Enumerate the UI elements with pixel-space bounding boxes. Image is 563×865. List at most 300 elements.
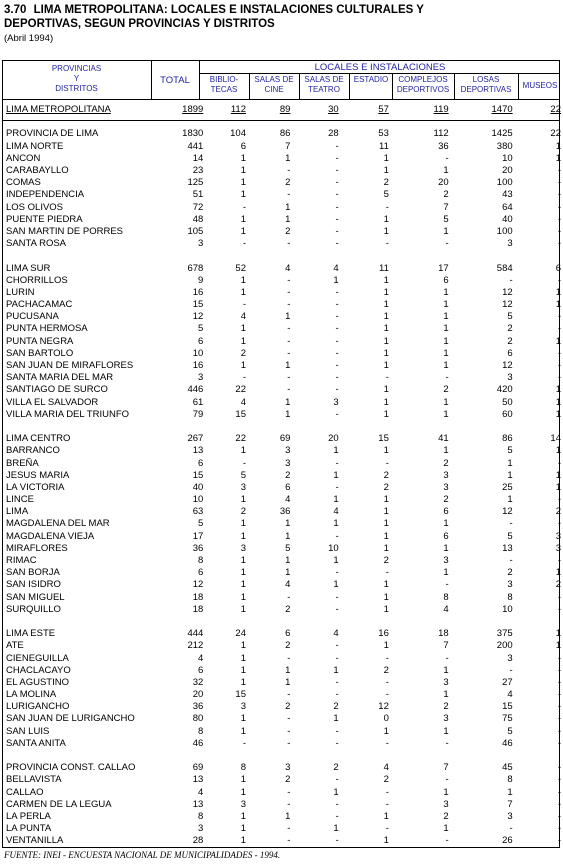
- cell-value: -: [287, 286, 291, 298]
- cell-value: 13: [192, 774, 204, 786]
- cell-value: -: [385, 372, 389, 384]
- cell-value: 1: [383, 494, 389, 506]
- cell-value: 1: [240, 774, 246, 786]
- cell-value: 1: [240, 165, 246, 177]
- cell-value: -: [385, 737, 389, 749]
- cell-value: 3: [285, 457, 291, 469]
- cell-value: 36: [279, 506, 291, 518]
- cell-value: 9: [198, 274, 204, 286]
- cell-value: -: [445, 238, 449, 250]
- cell-value: 20: [502, 165, 513, 177]
- cell-value: [521, 421, 563, 433]
- cell-value: 3: [240, 542, 246, 554]
- cell-value: 36: [192, 701, 204, 713]
- cell-value: [457, 421, 521, 433]
- cell-value: 125: [187, 177, 204, 189]
- cell-value: 1: [555, 628, 561, 640]
- cell-value: 1: [333, 494, 339, 506]
- row-label: SAN BARTOLO: [6, 347, 74, 359]
- cell-value: -: [557, 713, 561, 725]
- table-row: [3, 299, 563, 311]
- cell-value: -: [335, 567, 339, 579]
- cell-value: 4: [333, 262, 339, 274]
- cell-value: 46: [192, 737, 204, 749]
- cell-value: [298, 250, 346, 262]
- cell-value: -: [557, 555, 561, 567]
- cell-value: 3: [507, 579, 513, 591]
- cell-value: 1: [333, 518, 339, 530]
- cell-value: 32: [192, 676, 204, 688]
- cell-value: 8: [198, 725, 204, 737]
- table-row: [3, 262, 563, 274]
- cell-value: 1: [285, 518, 291, 530]
- cell-value: -: [335, 591, 339, 603]
- cell-value: -: [445, 152, 449, 164]
- cell-value: 1: [383, 396, 389, 408]
- cell-value: -: [335, 457, 339, 469]
- cell-value: 100: [496, 225, 513, 237]
- cell-value: 1: [383, 810, 389, 822]
- spacer-row: [3, 616, 563, 628]
- cell-value: -: [335, 189, 339, 201]
- table-row: [3, 177, 563, 189]
- cell-value: -: [557, 274, 561, 286]
- cell-value: -: [557, 494, 561, 506]
- cell-value: 1: [383, 591, 389, 603]
- cell-value: 1: [383, 225, 389, 237]
- cell-value: 1: [285, 201, 291, 213]
- table-row: [3, 640, 563, 652]
- row-label: PACHACAMAC: [6, 299, 73, 311]
- cell-value: 86: [279, 128, 291, 140]
- hdr-line: BIBLIO-: [209, 75, 239, 84]
- cell-value: [395, 250, 457, 262]
- cell-value: -: [287, 786, 291, 798]
- table-row: [3, 482, 563, 494]
- cell-value: -: [335, 408, 339, 420]
- cell-value: -: [335, 347, 339, 359]
- cell-value: 1: [240, 555, 246, 567]
- cell-value: -: [557, 213, 561, 225]
- row-label: SAN LUIS: [6, 725, 50, 737]
- cell-value: [150, 421, 207, 433]
- cell-value: 2: [285, 603, 291, 615]
- cell-value: 14: [550, 433, 561, 445]
- cell-value: 1: [383, 323, 389, 335]
- cell-value: -: [287, 189, 291, 201]
- cell-value: 1: [555, 140, 561, 152]
- cell-value: 375: [496, 628, 513, 640]
- cell-value: -: [557, 360, 561, 372]
- table-row: [3, 713, 563, 725]
- cell-value: 2: [443, 810, 449, 822]
- table-row: [3, 348, 563, 360]
- table-row: [3, 506, 563, 518]
- cell-value: [150, 750, 207, 762]
- cell-value: [207, 750, 252, 762]
- cell-value: 69: [279, 433, 291, 445]
- cell-value: 10: [192, 494, 204, 506]
- cell-value: -: [385, 786, 389, 798]
- cell-value: 1: [383, 213, 389, 225]
- cell-value: -: [445, 774, 449, 786]
- row-label: [3, 250, 150, 262]
- row-label: MIRAFLORES: [6, 542, 68, 554]
- table-number: 3.70: [4, 4, 27, 16]
- table-row: [3, 592, 563, 604]
- cell-value: -: [335, 725, 339, 737]
- cell-value: 1: [333, 555, 339, 567]
- cell-value: -: [557, 664, 561, 676]
- hdr-line: DEPORTIVAS: [460, 85, 512, 94]
- cell-value: -: [335, 384, 339, 396]
- cell-value: 15: [235, 689, 246, 701]
- cell-value: 1: [555, 396, 561, 408]
- row-label: MAGDALENA VIEJA: [6, 530, 95, 542]
- cell-value: 1: [555, 445, 561, 457]
- cell-value: 444: [187, 628, 204, 640]
- cell-value: 3: [240, 701, 246, 713]
- row-label: LIMA ESTE: [6, 628, 56, 640]
- row-label: ATE: [6, 640, 24, 652]
- cell-value: -: [557, 823, 561, 835]
- table-row: [3, 275, 563, 287]
- hdr-line: COMPLEJOS: [398, 75, 448, 84]
- cell-value: 441: [187, 140, 204, 152]
- cell-value: 1: [555, 408, 561, 420]
- cell-value: 10: [328, 542, 339, 554]
- cell-value: 3: [443, 713, 449, 725]
- cell-value: -: [557, 798, 561, 810]
- cell-value: 15: [235, 408, 246, 420]
- table-row: [3, 738, 563, 750]
- row-label: PUCUSANA: [6, 311, 59, 323]
- cell-value: -: [385, 201, 389, 213]
- cell-value: 584: [496, 262, 513, 274]
- cell-value: 2: [333, 701, 339, 713]
- cell-value: 2: [383, 177, 389, 189]
- cell-value: 1: [240, 445, 246, 457]
- cell-value: 6: [285, 628, 291, 640]
- cell-value: 105: [187, 225, 204, 237]
- cell-value: 16: [192, 360, 204, 372]
- table-row: [3, 202, 563, 214]
- cell-value: 2: [285, 177, 291, 189]
- cell-value: 2: [555, 579, 561, 591]
- cell-value: [298, 116, 346, 128]
- cell-value: 41: [438, 433, 449, 445]
- cell-value: 4: [443, 603, 449, 615]
- cell-value: 1: [240, 603, 246, 615]
- cell-value: 1: [333, 445, 339, 457]
- cell-value: [457, 116, 521, 128]
- table-row: [3, 360, 563, 372]
- cell-value: 5: [507, 311, 513, 323]
- cell-value: 1: [240, 152, 246, 164]
- cell-value: -: [557, 725, 561, 737]
- cell-value: 1: [285, 567, 291, 579]
- cell-value: -: [335, 299, 339, 311]
- cell-value: [395, 616, 457, 628]
- table-row: [3, 726, 563, 738]
- cell-value: [207, 250, 252, 262]
- cell-value: 2: [285, 469, 291, 481]
- source-note: FUENTE: INEI - ENCUESTA NACIONAL DE MUNICIPALIDADES - 1994.: [4, 850, 281, 860]
- header-col-bibliotecas: [200, 75, 248, 95]
- table-row: [3, 543, 563, 555]
- cell-value: 2: [507, 323, 513, 335]
- table-row: [3, 165, 563, 177]
- cell-value: -: [509, 518, 513, 530]
- cell-value: -: [287, 725, 291, 737]
- header-col-losas: [455, 75, 517, 95]
- cell-value: 15: [192, 469, 204, 481]
- cell-value: 1: [443, 542, 449, 554]
- row-label: LINCE: [6, 494, 34, 506]
- cell-value: 15: [378, 433, 389, 445]
- cell-value: -: [445, 579, 449, 591]
- cell-value: 48: [192, 213, 204, 225]
- row-label: EL AGUSTINO: [6, 676, 69, 688]
- hdr-line: TEATRO: [308, 85, 340, 94]
- row-label: SANTA ANITA: [6, 737, 66, 749]
- table-row: [3, 774, 563, 786]
- cell-value: 3: [240, 798, 246, 810]
- table-row: [3, 226, 563, 238]
- cell-value: [150, 616, 207, 628]
- header-col-complejos: [393, 75, 453, 95]
- cell-value: 2: [443, 457, 449, 469]
- cell-value: -: [242, 238, 246, 250]
- cell-value: 1: [333, 664, 339, 676]
- row-label: [3, 116, 150, 128]
- row-label: LOS OLIVOS: [6, 201, 64, 213]
- cell-value: 1: [383, 506, 389, 518]
- cell-value: -: [335, 603, 339, 615]
- cell-value: -: [557, 372, 561, 384]
- cell-value: 1: [240, 810, 246, 822]
- data-table: [3, 104, 563, 847]
- row-label: [3, 616, 150, 628]
- table-row: [3, 567, 563, 579]
- cell-value: [252, 750, 298, 762]
- cell-value: [298, 616, 346, 628]
- row-label: VILLA EL SALVADOR: [6, 396, 99, 408]
- cell-value: 20: [438, 177, 449, 189]
- cell-value: 3: [240, 481, 246, 493]
- cell-value: -: [445, 652, 449, 664]
- cell-value: -: [557, 225, 561, 237]
- cell-value: -: [557, 457, 561, 469]
- cell-value: 1: [443, 311, 449, 323]
- cell-value: 13: [192, 798, 204, 810]
- cell-value: -: [335, 652, 339, 664]
- hdr-line: CINE: [264, 85, 284, 94]
- cell-value: -: [335, 201, 339, 213]
- cell-value: 2: [383, 774, 389, 786]
- table-row: [3, 336, 563, 348]
- cell-value: 7: [443, 640, 449, 652]
- cell-value: 4: [198, 786, 204, 798]
- cell-value: 2: [383, 469, 389, 481]
- row-label: SANTIAGO DE SURCO: [6, 384, 108, 396]
- cell-value: -: [287, 165, 291, 177]
- cell-value: 46: [502, 737, 513, 749]
- spacer-row: [3, 421, 563, 433]
- cell-value: -: [557, 701, 561, 713]
- cell-value: 1: [285, 311, 291, 323]
- table-row: [3, 689, 563, 701]
- row-label: LIMA CENTRO: [6, 433, 71, 445]
- header-provincias-line: PROVINCIAS: [51, 64, 102, 73]
- cell-value: 14: [192, 152, 204, 164]
- cell-value: 267: [187, 433, 204, 445]
- cell-value: 12: [192, 579, 204, 591]
- cell-value: [521, 116, 563, 128]
- hdr-line: LOSAS: [472, 75, 500, 84]
- cell-value: -: [287, 591, 291, 603]
- cell-value: -: [287, 798, 291, 810]
- row-label: PROVINCIA CONST. CALLAO: [6, 762, 136, 774]
- cell-value: 5: [198, 518, 204, 530]
- cell-value: 2: [443, 189, 449, 201]
- cell-value: 1: [443, 786, 449, 798]
- row-label: CHACLACAYO: [6, 664, 71, 676]
- cell-value: [347, 616, 395, 628]
- cell-value: 10: [192, 347, 204, 359]
- cell-value: 28: [328, 128, 339, 140]
- cell-value: 25: [502, 481, 513, 493]
- cell-value: 1: [285, 810, 291, 822]
- cell-value: 1: [555, 481, 561, 493]
- table-row: [3, 811, 563, 823]
- cell-value: 200: [496, 640, 513, 652]
- cell-value: -: [385, 823, 389, 835]
- cell-value: -: [335, 640, 339, 652]
- cell-value: 3: [443, 798, 449, 810]
- table-row: [3, 628, 563, 640]
- cell-value: -: [335, 177, 339, 189]
- cell-value: 79: [192, 408, 204, 420]
- row-label: JESUS MARIA: [6, 469, 70, 481]
- cell-value: 6: [198, 457, 204, 469]
- cell-value: -: [557, 737, 561, 749]
- cell-value: [150, 116, 207, 128]
- cell-value: 5: [443, 213, 449, 225]
- cell-value: 2: [240, 347, 246, 359]
- cell-value: [521, 616, 563, 628]
- cell-value: 2: [443, 384, 449, 396]
- cell-value: 1: [443, 408, 449, 420]
- cell-value: 5: [198, 323, 204, 335]
- table-row: [3, 311, 563, 323]
- cell-value: 212: [187, 640, 204, 652]
- cell-value: 1: [333, 786, 339, 798]
- cell-value: -: [385, 457, 389, 469]
- cell-value: -: [287, 689, 291, 701]
- cell-value: 1: [240, 177, 246, 189]
- cell-value: -: [557, 591, 561, 603]
- cell-value: 1: [240, 286, 246, 298]
- cell-value: 5: [507, 530, 513, 542]
- cell-value: -: [385, 567, 389, 579]
- hdr-line: SALAS DE: [304, 75, 344, 84]
- cell-value: 1: [555, 299, 561, 311]
- table-row: [3, 762, 563, 774]
- cell-value: -: [335, 530, 339, 542]
- row-label: LIMA SUR: [6, 262, 51, 274]
- row-label: CARABAYLLO: [6, 165, 69, 177]
- cell-value: 1: [240, 835, 246, 847]
- cell-value: [457, 250, 521, 262]
- cell-value: 16: [192, 286, 204, 298]
- cell-value: 3: [198, 823, 204, 835]
- cell-value: [347, 421, 395, 433]
- row-label: VILLA MARIA DEL TRIUNFO: [6, 408, 130, 420]
- cell-value: 57: [378, 104, 389, 116]
- table-row: [3, 701, 563, 713]
- cell-value: 1: [443, 396, 449, 408]
- cell-value: [347, 250, 395, 262]
- cell-value: -: [557, 323, 561, 335]
- cell-value: 6: [507, 347, 513, 359]
- cell-value: 1: [285, 213, 291, 225]
- row-label: LIMA: [6, 506, 29, 518]
- cell-value: 12: [502, 360, 513, 372]
- cell-value: 420: [496, 384, 513, 396]
- cell-value: 1: [555, 469, 561, 481]
- cell-value: -: [335, 152, 339, 164]
- cell-value: 1: [240, 640, 246, 652]
- cell-value: -: [557, 603, 561, 615]
- cell-value: 1: [555, 384, 561, 396]
- cell-value: 1: [383, 384, 389, 396]
- cell-value: 1: [443, 823, 449, 835]
- cell-value: 53: [378, 128, 389, 140]
- cell-value: -: [557, 189, 561, 201]
- cell-value: 1: [507, 786, 513, 798]
- cell-value: [150, 250, 207, 262]
- cell-value: 1: [285, 360, 291, 372]
- cell-value: 16: [378, 628, 389, 640]
- cell-value: 89: [279, 104, 291, 116]
- cell-value: 28: [192, 835, 204, 847]
- cell-value: 24: [235, 628, 246, 640]
- table-row: [3, 665, 563, 677]
- cell-value: 8: [198, 810, 204, 822]
- cell-value: -: [287, 299, 291, 311]
- cell-value: 1: [443, 567, 449, 579]
- cell-value: -: [287, 835, 291, 847]
- cell-value: 45: [502, 762, 513, 774]
- cell-value: 12: [502, 506, 513, 518]
- cell-value: -: [335, 165, 339, 177]
- cell-value: 3: [507, 652, 513, 664]
- table-row: [3, 104, 563, 116]
- cell-value: 1: [443, 664, 449, 676]
- cell-value: -: [242, 372, 246, 384]
- cell-value: 1: [383, 725, 389, 737]
- cell-value: 3: [443, 481, 449, 493]
- header-provincias: [3, 64, 150, 94]
- cell-value: 1: [443, 689, 449, 701]
- cell-value: 3: [333, 396, 339, 408]
- row-label: MAGDALENA DEL MAR: [6, 518, 110, 530]
- cell-value: [298, 421, 346, 433]
- cell-value: 63: [192, 506, 204, 518]
- cell-value: 8: [443, 591, 449, 603]
- cell-value: -: [335, 835, 339, 847]
